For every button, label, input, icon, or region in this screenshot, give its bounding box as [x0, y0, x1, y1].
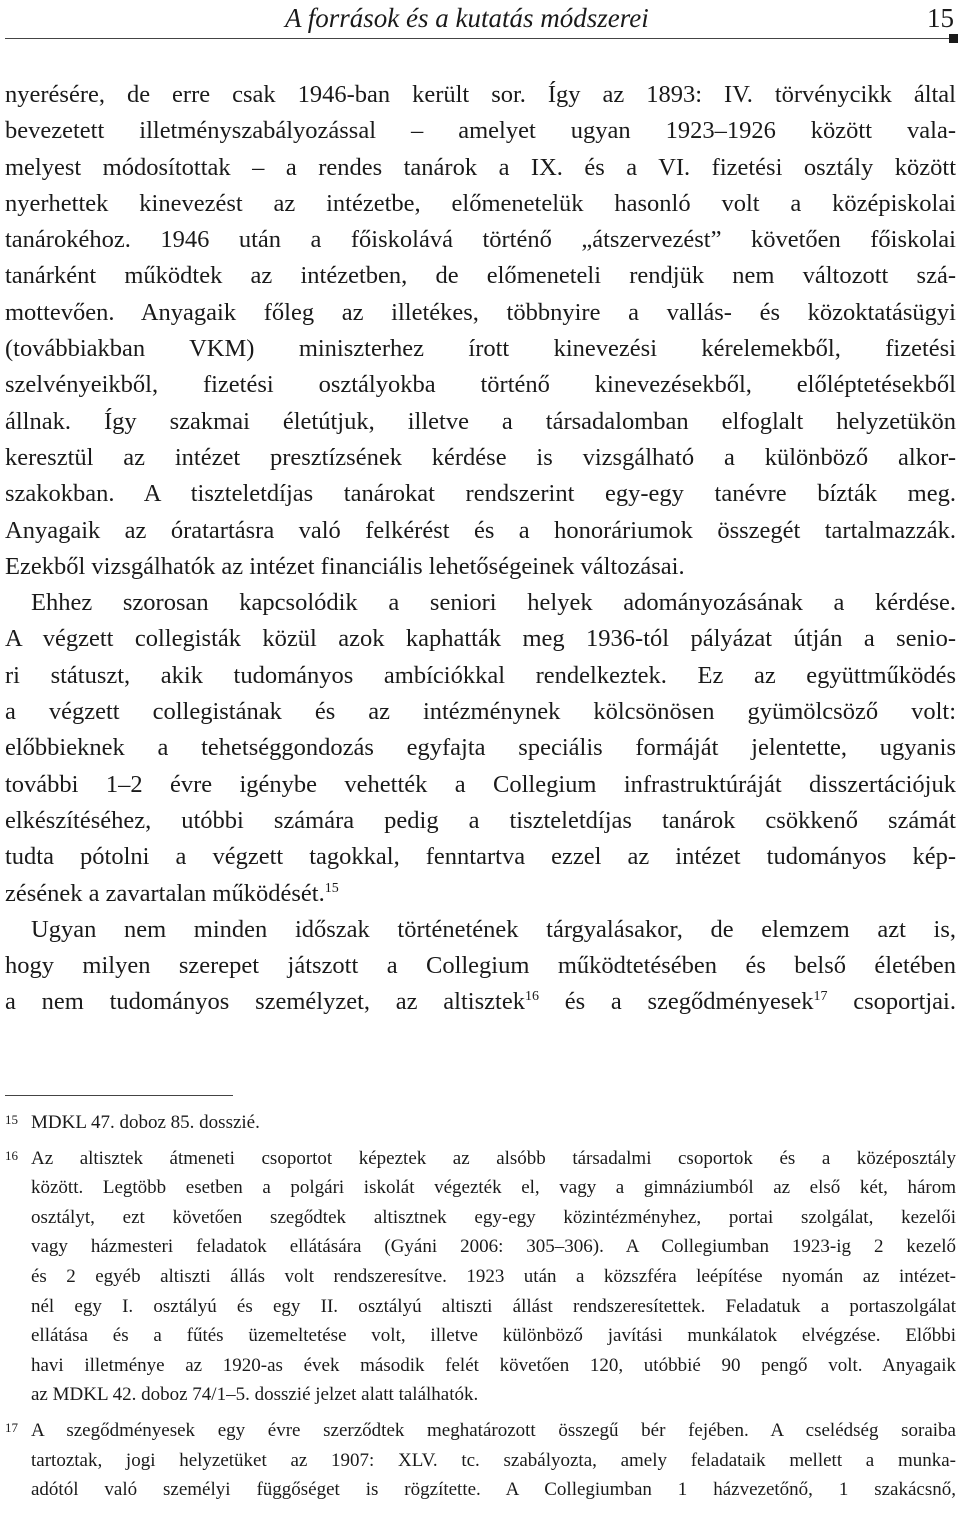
page-header [0, 0, 960, 40]
footnote-line: között. Legtöbb esetben a polgári iskolát végezték el, vagy a gimnáziumból az első két, három [31, 1177, 956, 1199]
footnote-line: osztályt, ezt követően szegődtek altisztnek egy-egy közintézményhez, portai szolgálat, kezelői [31, 1206, 956, 1228]
running-title: A források és a kutatás módszerei [285, 3, 649, 33]
footnote-line: A szegődményesek egy évre szerződtek meghatározott összegű bér fejében. A cselédség soraiba [31, 1419, 956, 1441]
footnote-number: 16 [5, 1147, 18, 1163]
header-marker [949, 34, 958, 43]
text-line: hogy milyen szerepet játszott a Collegium működtetésében és belső életében [5, 952, 956, 980]
footnote-17 [5, 1416, 956, 1505]
footnote-line: havi illetménye az 1920-as évek második felét követően 120, utóbbié 90 pengő volt. Anyagaik [31, 1354, 956, 1376]
text-line: nyerhettek kinevezést az intézetbe, előmenetelük hasonló volt a középiskolai [5, 189, 956, 217]
text-line: Ugyan nem minden időszak történetének tárgyalásakor, de elemzem azt is, [31, 915, 956, 943]
footnote-number: 17 [5, 1419, 18, 1435]
text-line: állnak. Így szakmai életútjuk, illetve a társadalomban elfoglalt helyzetükön [5, 407, 956, 435]
footnote-ref-15[interactable]: 15 [324, 880, 339, 896]
text-line: (továbbiakban VKM) miniszterhez írott kinevezési kérelemekből, fizetési [5, 335, 956, 363]
text-line: előbbieknek a tehetséggondozás egyfajta speciális formáját jelentette, ugyanis [5, 734, 956, 762]
text-line: keresztül az intézet presztízsének kérdése is vizsgálható a különböző alkor- [5, 443, 956, 471]
footnote-number: 15 [5, 1112, 18, 1127]
text-line: elkészítéséhez, utóbbi számára pedig a tiszteletdíjas tanárok csökkenő számát [5, 806, 956, 834]
text-line: A végzett collegisták közül azok kaphatták meg 1936-tól pályázat útján a senio- [5, 625, 956, 653]
text-line: tudta pótolni a végzett tagokkal, fenntartva ezzel az intézet tudományos kép- [5, 843, 956, 871]
text-segment: csoportjai. [827, 988, 956, 1016]
footnote-line: és 2 egyéb altiszti állás volt rendszeresítve. 1923 után a közszféra leépítése nyomán az intézet- [31, 1265, 956, 1287]
text-line: mottevően. Anyagaik főleg az illetékes, többnyire a vallás- és közoktatásügyi [5, 298, 956, 326]
footnote-line: tartoztak, jogi helyzetüket az 1907: XLV. tc. szabályozta, amely feladataik mellett a munka- [31, 1449, 956, 1471]
text-line: ri státuszt, akik tudományos ambíciókkal rendelkeztek. Ez az együttműködés [5, 661, 956, 689]
text-line: nyerésére, de erre csak 1946-ban került sor. Így az 1893: IV. törvénycikk által [5, 81, 956, 108]
text-line: melyest módosítottak – a rendes tanárok a IX. és a VI. fizetési osztály között [5, 153, 956, 181]
text-line: szelvényeikből, fizetési osztályokba történő kinevezésekből, előléptetésekből [5, 371, 956, 399]
text-line: Ehhez szorosan kapcsolódik a seniori helyek adományozásának a kérdése. [31, 589, 956, 617]
text-segment: zésének a zavartalan működését. [5, 879, 325, 907]
footnotes [5, 1108, 956, 1505]
footnote-line: adótól való személyi függőséget is rögzítette. A Collegiumban 1 házvezetőnő, 1 szakácsnő, [31, 1479, 956, 1501]
page-number: 15 [927, 3, 954, 33]
text-line: a végzett collegistának és az intézménynek kölcsönösen gyümölcsöző volt: [5, 698, 956, 726]
text-line [5, 876, 956, 912]
footnote-line: ellátása és a fűtés üzemeltetése volt, illetve különböző javítási munkálatok elvégzése. Előbbi [31, 1325, 956, 1347]
text-line: bevezetett illetményszabályozással – amelyet ugyan 1923–1926 között vala- [5, 117, 956, 145]
body-text [5, 77, 956, 1021]
footnote-separator [5, 1095, 233, 1096]
text-line: tanárokéhoz. 1946 után a főiskolává történő „átszervezést” követően főiskolai [5, 226, 956, 254]
text-line [5, 984, 956, 1020]
text-segment: és a szegődményesek [538, 988, 814, 1016]
text-line: Anyagaik az óratartásra való felkérést és a honoráriumok összegét tartalmazzák. [5, 516, 956, 544]
footnote-16 [5, 1144, 956, 1410]
text-line: további 1–2 évre igénybe vehették a Collegium infrastruktúráját disszertációjuk [5, 770, 956, 798]
footnote-line: az MDKL 42. doboz 74/1–5. dosszié jelzet alatt találhatók. [31, 1384, 479, 1406]
footnote-line: nél egy I. osztályú és egy II. osztályú altiszti állást rendszeresítettek. Feladatuk a portaszolgálat [31, 1295, 956, 1317]
footnote-15 [5, 1108, 956, 1138]
header-rule [5, 38, 955, 39]
footnote-line: MDKL 47. doboz 85. dosszié. [31, 1112, 260, 1133]
footnote-line: Az altisztek átmeneti csoportot képeztek az alsóbb társadalmi csoportok és a középosztály [31, 1147, 956, 1169]
footnote-ref-17[interactable]: 17 [813, 989, 828, 1005]
footnote-line: vagy házmesteri feladatok ellátására (Gyáni 2006: 305–306). A Collegiumban 1923-ig 2 kezelő [31, 1236, 956, 1258]
text-line: szakokban. A tiszteletdíjas tanárokat rendszerint egy-egy tanévre bízták meg. [5, 480, 956, 508]
text-line: tanárként működtek az intézetben, de előmeneteli rendjük nem változott szá- [5, 262, 956, 290]
footnote-ref-16[interactable]: 16 [524, 989, 539, 1005]
text-segment: a nem tudományos személyzet, az altisztek [5, 988, 525, 1016]
text-line: Ezekből vizsgálhatók az intézet financiális lehetőségeinek változásai. [5, 552, 685, 580]
